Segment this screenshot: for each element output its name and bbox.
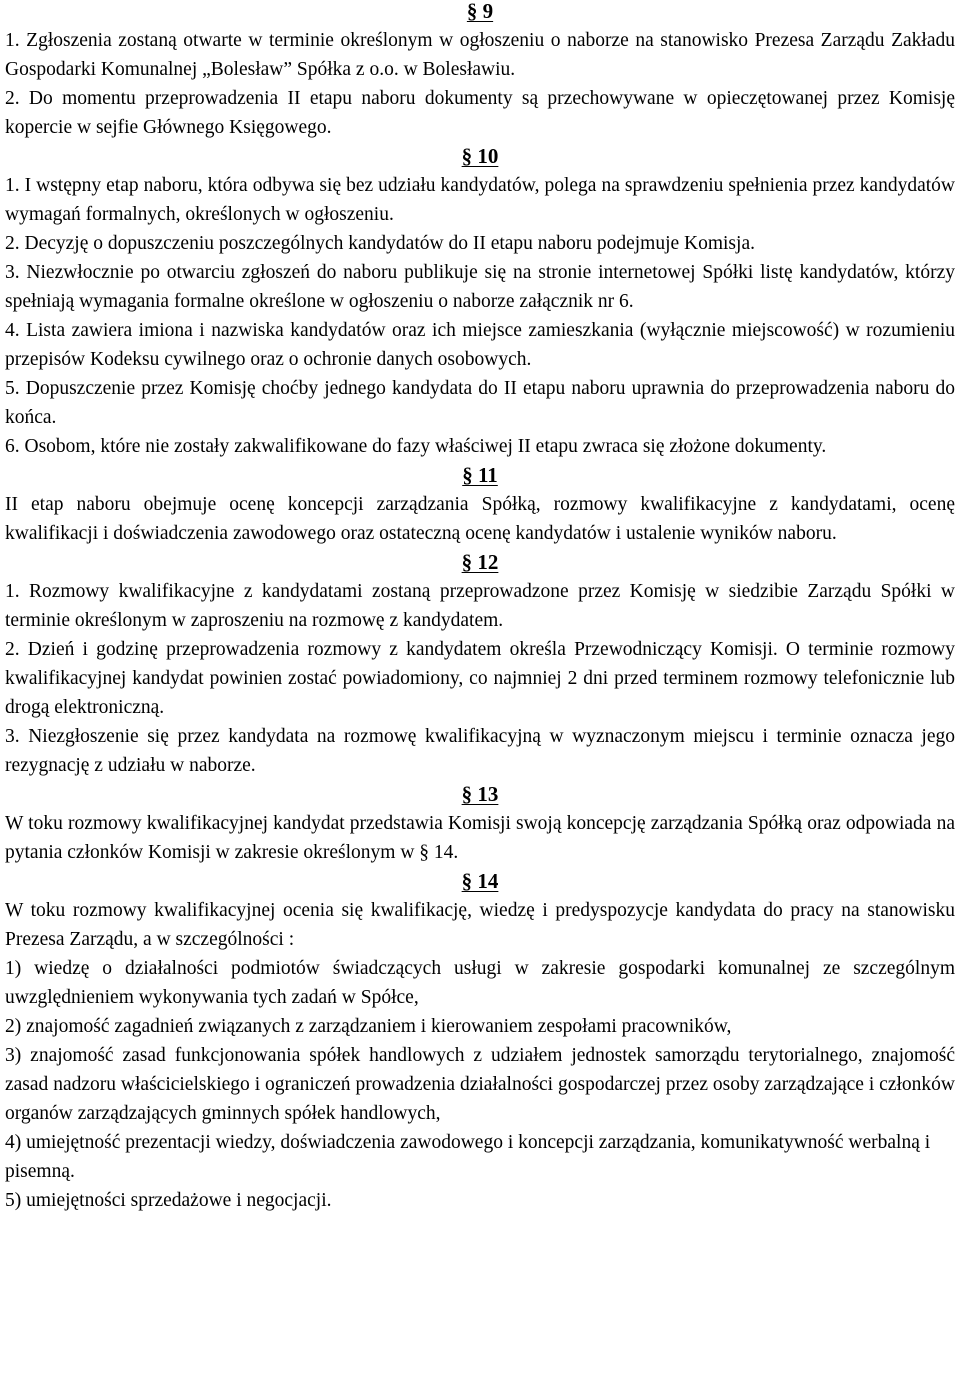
section-heading: § 11 (462, 463, 498, 487)
paragraph: 2. Dzień i godzinę przeprowadzenia rozmowy z kandydatem określa Przewodniczący Komisji. O terminie rozmowy kwalifikacyjnej kandydat powinien zostać powiadomiony, co najmniej 2 dni przed terminem rozmowy telefonicznie lub drogą elektroniczną. (5, 639, 955, 718)
list-item: 5) umiejętności sprzedażowe i negocjacji. (5, 1190, 332, 1211)
section-9 (5, 0, 955, 142)
list-item: 1) wiedzę o działalności podmiotów świadczących usługi w zakresie gospodarki komunalnej ze szczególnym uwzględnieniem wykonywania tych zadań w Spółce, (5, 958, 955, 1008)
section-heading: § 14 (461, 869, 499, 893)
paragraph: 5. Dopuszczenie przez Komisję choćby jednego kandydata do II etapu naboru uprawnia do przeprowadzenia naboru do końca. (5, 378, 955, 428)
paragraph: 2. Decyzję o dopuszczeniu poszczególnych kandydatów do II etapu naboru podejmuje Komisja. (5, 233, 755, 254)
paragraph: 6. Osobom, które nie zostały zakwalifikowane do fazy właściwej II etapu zwraca się złożone dokumenty. (5, 436, 827, 457)
paragraph: 1. I wstępny etap naboru, która odbywa się bez udziału kandydatów, polega na sprawdzeniu spełnienia przez kandydatów wymagań formalnych, określonych w ogłoszeniu. (5, 175, 955, 225)
section-13 (5, 780, 955, 867)
list-item: 3) znajomość zasad funkcjonowania spółek handlowych z udziałem jednostek samorządu terytorialnego, znajomość zasad nadzoru właścicielskiego i ograniczeń prowadzenia działalności gospodarczej przez osoby zarządzające i członków organów zarządzających gminnych spółek handlowych, (5, 1045, 955, 1124)
paragraph: W toku rozmowy kwalifikacyjnej ocenia się kwalifikację, wiedzę i predyspozycje kandydata do pracy na stanowisku Prezesa Zarządu, a w szczególności : (5, 900, 955, 950)
list-item: 2) znajomość zagadnień związanych z zarządzaniem i kierowaniem zespołami pracowników, (5, 1016, 732, 1037)
section-heading: § 13 (461, 782, 499, 806)
paragraph: 4. Lista zawiera imiona i nazwiska kandydatów oraz ich miejsce zamieszkania (wyłącznie miejscowość) w rozumieniu przepisów Kodeksu cywilnego oraz o ochronie danych osobowych. (5, 320, 955, 370)
section-11 (5, 461, 955, 548)
document-page (5, 0, 955, 1215)
paragraph: 2. Do momentu przeprowadzenia II etapu naboru dokumenty są przechowywane w opieczętowanej przez Komisję kopercie w sejfie Głównego Księgowego. (5, 88, 955, 138)
paragraph: 1. Zgłoszenia zostaną otwarte w terminie określonym w ogłoszeniu o naborze na stanowisko Prezesa Zarządu Zakładu Gospodarki Komunalnej „Bolesław” Spółka z o.o. w Bolesławiu. (5, 30, 955, 80)
section-heading: § 9 (466, 0, 494, 23)
paragraph: 3. Niezwłocznie po otwarciu zgłoszeń do naboru publikuje się na stronie internetowej Spółki listę kandydatów, którzy spełniają wymagania formalne określone w ogłoszeniu o naborze załącznik nr 6. (5, 262, 955, 312)
paragraph: 1. Rozmowy kwalifikacyjne z kandydatami zostaną przeprowadzone przez Komisję w siedzibie Zarządu Spółki w terminie określonym w zaproszeniu na rozmowę z kandydatem. (5, 581, 955, 631)
section-14 (5, 867, 955, 1215)
paragraph: 3. Niezgłoszenie się przez kandydata na rozmowę kwalifikacyjną w wyznaczonym miejscu i terminie oznacza jego rezygnację z udziału w naborze. (5, 726, 955, 776)
paragraph: II etap naboru obejmuje ocenę koncepcji zarządzania Spółką, rozmowy kwalifikacyjne z kandydatami, ocenę kwalifikacji i doświadczenia zawodowego oraz ostateczną ocenę kandydatów i ustalenie wyników naboru. (5, 494, 955, 544)
paragraph: W toku rozmowy kwalifikacyjnej kandydat przedstawia Komisji swoją koncepcję zarządzania Spółką oraz odpowiada na pytania członków Komisji w zakresie określonym w § 14. (5, 813, 955, 863)
section-heading: § 12 (461, 550, 499, 574)
section-10 (5, 142, 955, 461)
section-12 (5, 548, 955, 780)
list-item: 4) umiejętność prezentacji wiedzy, doświadczenia zawodowego i koncepcji zarządzania, komunikatywność werbalną i pisemną. (5, 1132, 931, 1182)
section-heading: § 10 (461, 144, 499, 168)
